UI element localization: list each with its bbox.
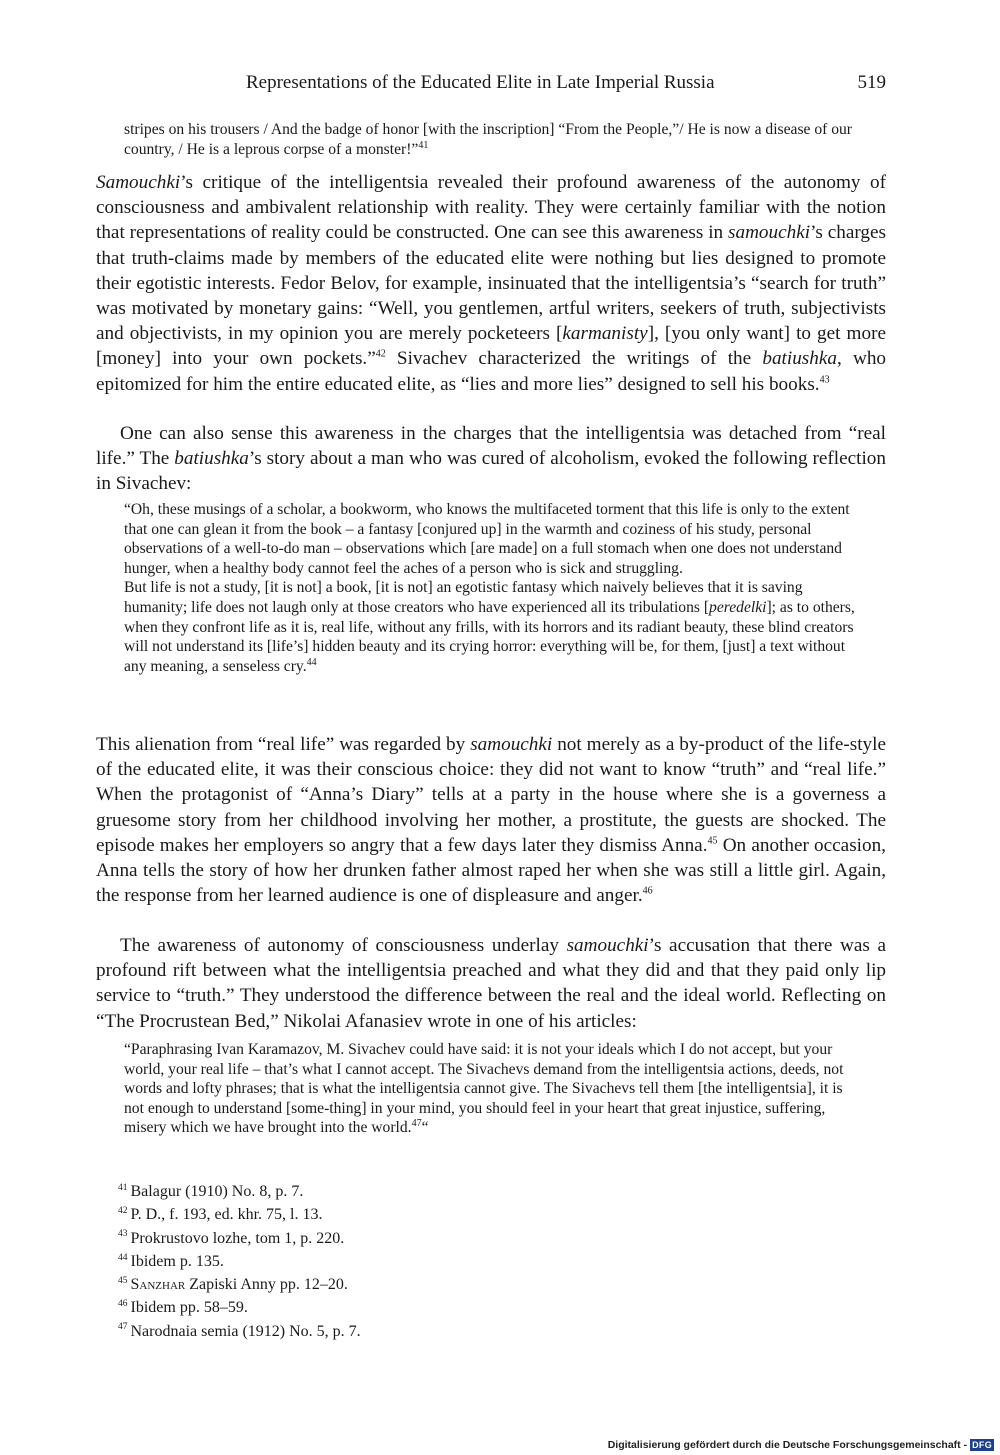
paragraph-3: This alienation from “real life” was regarded by samouchki not merely as a by-product of the life-style of the educated elite, it was their conscious choice: they did not want to know “truth” and “real life.” When the protagonist of “Anna’s Diary” tells at a party in the house where she is a governess a gruesome story from her childhood involving her mother, a prostitute, the guests are shocked. The episode makes her employers so angry that a few days later they dismiss Anna.$^{45}$ On another occasion, Anna tells the story of how her drunken father almost raped her when she was still a little girl. Again, the response from her learned audience is one of displeasure and anger.$^{46}$ [96,734,886,907]
footnote-ref: 44 [306,656,317,668]
quote-paragraph-2: But life is not a study, [it is not] a book, [it is not] an egotistic fantasy which naively believes that it is saving humanity; life does not laugh only at those creators who have experienced all its tribulations [peredelki]; as to others, when they confront life as it is, real life, without any frills, with its horrors and its radiant beauty, these blind creators will not understand its [life’s] hidden beauty and its crying horror: everything will be, for them, [just] a text without any meaning, a senseless cry.$^{44}$ [124,579,855,675]
block-quote-47 [124,1040,858,1138]
quote-paragraph-1: “Oh, these musings of a scholar, a bookworm, who knows the multifaceted torment that this life is only to the extent that one can glean it from the book – a fantasy [conjured up] in the warmth and coziness of his study, personal observations of a well-to-do man – observations which [are made] on a full stomach when one does not understand hunger, when a healthy body cannot feel the aches of a person who is sick and struggling. [124,501,850,577]
quote-text: “Paraphrasing Ivan Karamazov, M. Sivachev could have said: it is not your ideals which I do not accept, but your world, your real life – that’s what I cannot accept. The Sivachevs demand from the intelligentsia actions, deeds, not words and lofty phrases; that is what the intelligentsia cannot give. The Sivachevs tell them [the intelligentsia], it is not enough to understand [some-thing] in your mind, you should feel in your heart that great injustice, suffering, misery which we have brought into the world.$^{47}$“ [124,1041,844,1137]
footnote-ref: 42 [375,349,386,361]
footnote: $^{42}$ P. D., f. 193, ed. khr. 75, l. 13. [118,1205,323,1224]
quote-text: stripes on his trousers / And the badge of honor [with the inscription] “From the People,”/ He is now a disease of our country, / He is a leprous corpse of a monster!”$^{41}$ [124,121,853,158]
footnote: $^{45}$ Sanzhar Zapiski Anny pp. 12–20. [118,1275,348,1294]
footnote: $^{47}$ Narodnaia semia (1912) No. 5, p. 7. [118,1322,361,1340]
footnote-ref: 45 [707,835,718,847]
paragraph-2: One can also sense this awareness in the charges that the intelligentsia was detached from “real life.” The batiushka’s story about a man who was cured of alcoholism, evoked the following reflection in Sivachev: [96,423,886,495]
page-number: 519 [857,72,886,93]
running-title: Representations of the Educated Elite in Late Imperial Russia [246,72,715,93]
footnote: $^{43}$ Prokrustovo lozhe, tom 1, p. 220. [118,1229,345,1247]
dfg-logo: DFG [972,1440,992,1450]
footnote-ref: 46 [642,885,653,897]
footnote: $^{41}$ Balagur (1910) No. 8, p. 7. [118,1182,304,1200]
footnote-ref: 47 [411,1118,422,1130]
block-quote-41 [124,120,864,159]
running-head [96,70,886,96]
footnotes [118,1180,618,1343]
digitization-credit [608,1439,994,1451]
credit-text: Digitalisierung gefördert durch die Deutsche Forschungsgemeinschaft - [607,1439,968,1451]
paragraph-1: Samouchki’s critique of the intelligentsia revealed their profound awareness of the autonomy of consciousness and ambivalent relationship with reality. They were certainly familiar with the notion that representations of reality could be constructed. One can see this awareness in samouchki’s charges that truth-claims made by members of the educated elite were nothing but lies designed to promote their egotistic interests. Fedor Belov, for example, insinuated that the intelligentsia’s “search for truth” was motivated by monetary gains: “Well, you gentlemen, artful writers, seekers of truth, subjectivists and objectivists, in my opinion you are merely pocketeers [karmanisty], [you only want] to get more [money] into your own pockets.”$^{42}$ Sivachev characterized the writings of the batiushka, who epitomized for him the entire educated elite, as “lies and more lies” designed to sell his books.$^{43}$ [96,172,887,395]
footnote-ref: 41 [418,139,429,151]
paragraph-4: The awareness of autonomy of consciousness underlay samouchki’s accusation that there was a profound rift between what the intelligentsia preached and what they did and that they paid only lip service to “truth.” They understood the difference between the real and the ideal world. Reflecting on “The Procrustean Bed,” Nikolai Afanasiev wrote in one of his articles: [96,935,886,1032]
block-quote-44 [124,500,858,676]
footnote: $^{44}$ Ibidem p. 135. [118,1252,224,1270]
footnote-ref: 43 [819,374,830,386]
footnote: $^{46}$ Ibidem pp. 58–59. [118,1299,248,1317]
